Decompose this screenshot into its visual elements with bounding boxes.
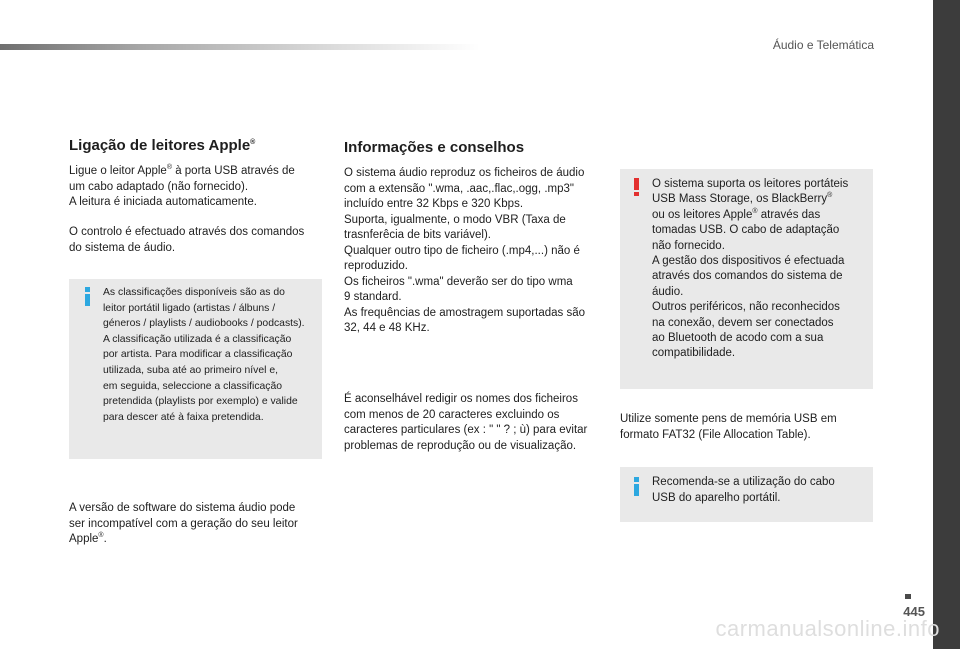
info-box-cable-text: Recomenda-se a utilização do cabo USB do aparelho portátil.	[652, 476, 835, 504]
fat32-paragraph: Utilize somente pens de memória USB em formato FAT32 (File Allocation Table).	[620, 413, 837, 441]
warning-icon	[634, 178, 639, 196]
header-gradient-bar	[0, 44, 480, 50]
chapter-sidebar	[933, 0, 960, 649]
formats-paragraph: O sistema áudio reproduz os ficheiros de áudio com a extensão ".wma, .aac,.flac,.ogg, .mp3" incluído entre 32 Kbps e 320 Kbps. Suporta, igualmente, o modo VBR (Taxa de trasnferêcia de bits variável). Qualquer outro tipo de ficheiro (.mp4,...) não é reproduzido. Os ficheiros ".wma" deverão ser do tipo wma 9 standard. As frequências de amostragem suportadas são 32, 44 e 48 KHz.	[344, 167, 585, 334]
info-icon	[634, 477, 639, 496]
page-marker	[905, 594, 911, 599]
chapter-title: Áudio e Telemática	[772, 38, 874, 52]
section-title-apple: Ligação de leitores Apple®	[69, 137, 256, 154]
warning-box-text: O sistema suporta os leitores portáteis USB Mass Storage, os BlackBerry® ou os leitores Apple® através das tomadas USB. O cabo de adaptação não fornecido. A gestão dos dispositivos é efectuada através dos comandos do sistema de áudio. Outros periféricos, não reconhecidos na conexão, devem ser conectados ao Bluetooth de acodo com a sua compatibilidade.	[652, 178, 849, 360]
info-box-text: As classificações disponíveis são as do leitor portátil ligado (artistas / álbuns / géneros / playlists / audiobooks / podcasts). A classificação utilizada é a classificação por artista. Para modificar a classificação utilizada, suba até ao primeiro nível e, em seguida, seleccione a classificação pretendida (playlists por exemplo) e valide para descer até à faixa pretendida.	[103, 287, 305, 423]
info-box-classifications	[69, 279, 322, 459]
section-title-info: Informações e conselhos	[344, 139, 525, 156]
page-number: 445	[903, 604, 925, 619]
apple-control-paragraph: O controlo é efectuado através dos comandos do sistema de áudio.	[69, 226, 305, 254]
software-compat-paragraph: A versão de software do sistema áudio pode ser incompatível com a geração do seu leitor Apple®.	[69, 502, 298, 545]
info-box-cable	[620, 467, 873, 522]
info-icon	[85, 287, 90, 306]
apple-intro-paragraph: Ligue o leitor Apple® à porta USB através de um cabo adaptado (não fornecido). A leitura é iniciada automaticamente.	[69, 164, 295, 208]
warning-box-devices	[620, 169, 873, 389]
filenames-paragraph: É aconselhável redigir os nomes dos ficheiros com menos de 20 caracteres excluindo os caracteres particulares (ex : " " ? ; ù) para evitar problemas de reprodução ou de visualização.	[344, 393, 588, 452]
watermark: carmanualsonline.info	[715, 616, 940, 641]
